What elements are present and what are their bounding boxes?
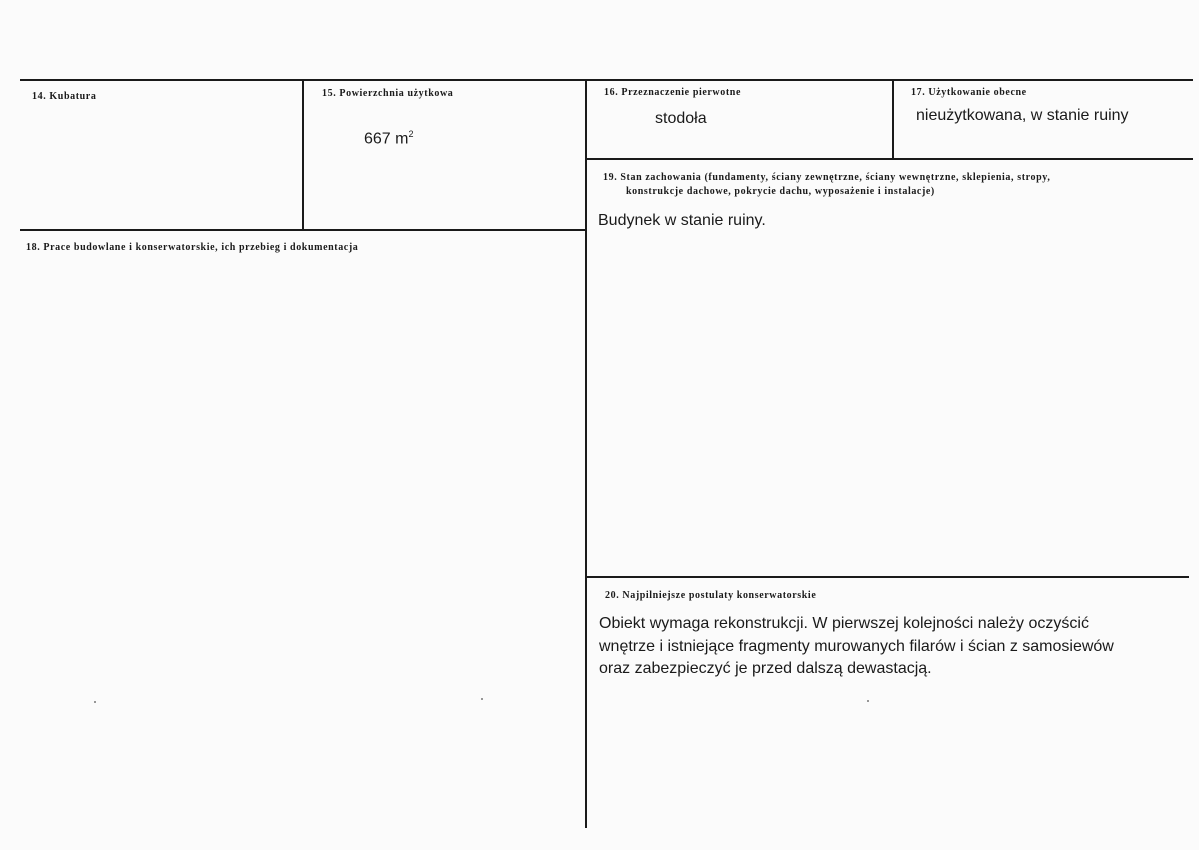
field-15-label: 15. Powierzchnia użytkowa <box>322 88 454 99</box>
field-17-label: 17. Użytkowanie obecne <box>911 87 1027 98</box>
top-border-line <box>20 79 1193 81</box>
field-15-value-unit-exponent: 2 <box>408 129 414 139</box>
speck-mark <box>867 700 869 702</box>
field-17-value: nieużytkowana, w stanie ruiny <box>916 107 1129 124</box>
divider-horizontal-left <box>20 229 586 231</box>
field-16-label: 16. Przeznaczenie pierwotne <box>604 87 741 98</box>
field-20-text-line2: wnętrze i istniejące fragmenty murowanych filarów i ścian z samosiewów <box>599 638 1114 655</box>
field-18-label: 18. Prace budowlane i konserwatorskie, ich przebieg i dokumentacja <box>26 242 359 253</box>
field-14-label: 14. Kubatura <box>32 91 97 102</box>
field-16-value: stodoła <box>655 110 707 127</box>
field-19-label-line1: 19. Stan zachowania (fundamenty, ściany zewnętrzne, ściany wewnętrzne, sklepienia, stropy, <box>603 172 1051 183</box>
field-20-text-line3: oraz zabezpieczyć je przed dalszą dewastacją. <box>599 660 932 677</box>
field-15-value-number: 667 m <box>364 130 409 148</box>
divider-vertical-16-17 <box>892 80 894 158</box>
divider-horizontal-19-20 <box>586 576 1189 578</box>
speck-mark <box>481 698 483 700</box>
divider-horizontal-16-19 <box>586 158 1193 160</box>
divider-vertical-main <box>585 80 587 828</box>
field-19-value: Budynek w stanie ruiny. <box>598 212 766 229</box>
field-15-value <box>364 124 413 149</box>
field-20-text-line1: Obiekt wymaga rekonstrukcji. W pierwszej kolejności należy oczyścić <box>599 615 1089 632</box>
field-19-label-line2: konstrukcje dachowe, pokrycie dachu, wyposażenie i instalacje) <box>626 186 935 197</box>
field-20-label: 20. Najpilniejsze postulaty konserwatorskie <box>605 590 817 601</box>
divider-vertical-14-15 <box>302 80 304 231</box>
speck-mark <box>94 701 96 703</box>
